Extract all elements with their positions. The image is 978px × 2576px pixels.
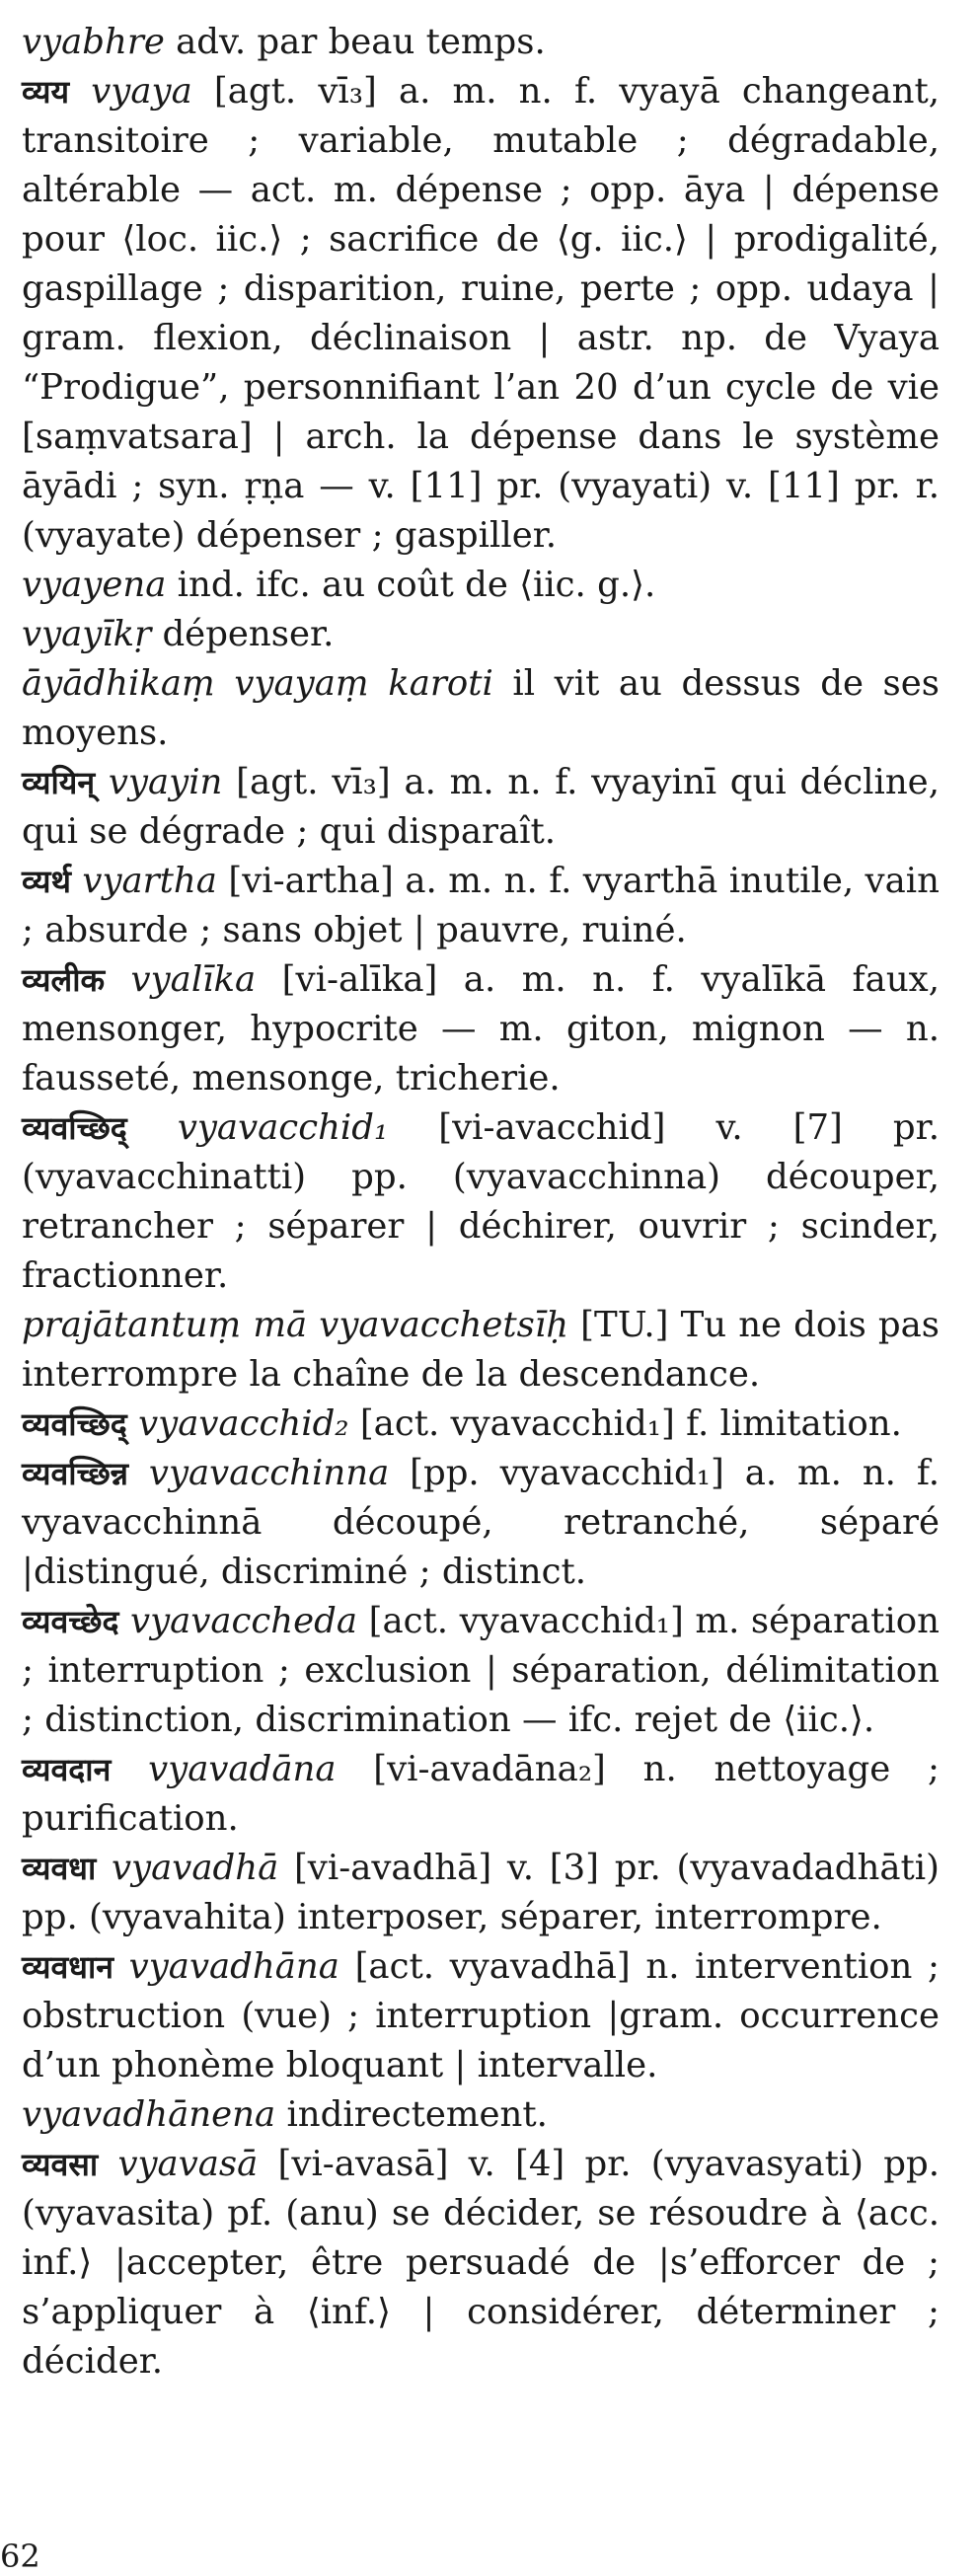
headword-latin: āyādhikaṃ vyayaṃ karoti [22,663,493,704]
headword-latin: vyayin [108,762,223,802]
headword-latin: vyartha [82,861,217,901]
definition: [vi-avacchid] v. [7] pr. (vyavacchinatti) pp. (vyavacchinna) découper, retrancher ; séparer | déchirer, ouvrir ; scinder, fractionner. [22,1107,940,1296]
entry [22,1844,940,1942]
headword-latin: vyavacchinna [148,1453,390,1493]
headword-devanagari: व्यवसा [22,2146,99,2183]
headword-latin: vyavacchid₁ [177,1107,389,1148]
headword-devanagari: व्यवच्छिद् [22,1405,127,1443]
headword-latin: vyayīkṛ [22,614,152,654]
headword-devanagari: व्यलीक [22,961,106,999]
headword-devanagari: व्यवधा [22,1850,97,1887]
headword-latin: vyavasā [117,2144,259,2184]
headword-devanagari: व्यवच्छिद् [22,1109,127,1147]
definition: [act. vyavadhā] n. intervention ; obstruction (vue) ; interruption |gram. occurrence d’un phonème bloquant | intervalle. [22,1946,940,2085]
headword-latin: vyavadāna [148,1749,337,1789]
headword-devanagari: व्यवच्छेद [22,1603,119,1640]
headword-latin: vyavadhā [111,1848,279,1888]
headword-latin: vyavadhāna [128,1946,339,1987]
definition: indirectement. [275,2094,548,2135]
definition: [vi-avasā] v. [4] pr. (vyavasyati) pp. (vyavasita) pf. (anu) se décider, se résoudre à ⟨acc. inf.⟩ |accepter, être persuadé de |s’efforcer de ; s’appliquer à ⟨inf.⟩ | considérer, déterminer ; décider. [22,2144,940,2382]
definition: ind. ifc. au coût de ⟨iic. g.⟩. [166,565,656,605]
entry [22,2090,940,2140]
headword-latin: vyayena [22,565,167,605]
headword-devanagari: व्यवधान [22,1948,114,1986]
definition: [vi-artha] a. m. n. f. vyarthā inutile, vain ; absurde ; sans objet | pauvre, ruiné. [22,861,940,950]
definition: [act. vyavacchid₁] m. séparation ; interruption ; exclusion | séparation, délimitation ; distinction, discrimination — ifc. rejet de ⟨iic.⟩. [22,1601,940,1740]
headword-devanagari: व्ययिन् [22,764,96,801]
entry [22,1103,940,1301]
entry [22,659,940,758]
definition: [pp. vyavacchid₁] a. m. n. f. vyavacchinnā découpé, retranché, séparé |distingué, discriminé ; distinct. [22,1453,940,1592]
definition: [TU.] Tu ne dois pas interrompre la chaîne de la descendance. [22,1305,940,1395]
entry [22,857,940,955]
entry [22,758,940,857]
definition: [act. vyavacchid₁] f. limitation. [348,1403,902,1444]
definition: [agt. vī₃] a. m. n. f. vyayinī qui décline, qui se dégrade ; qui disparaît. [22,762,940,852]
entry [22,561,940,610]
headword-latin: vyavacchid₂ [138,1403,349,1444]
headword-devanagari: व्यय [22,73,70,111]
page-number: 62 [0,2538,40,2575]
headword-devanagari: व्यवच्छिन्न [22,1455,129,1492]
headword-latin: vyabhre [22,22,165,62]
entry [22,610,940,659]
headword-latin: vyaya [91,71,192,112]
headword-latin: vyavaccheda [130,1601,358,1641]
headword-devanagari: व्यवदान [22,1751,112,1788]
entry [22,1942,940,2090]
definition: dépenser. [151,614,335,654]
headword-latin: vyalīka [130,959,257,1000]
entry [22,1597,940,1745]
entry [22,1400,940,1449]
headword-latin: vyavadhānena [22,2094,276,2135]
headword-devanagari: व्यर्थ [22,863,71,900]
definition: il vit au dessus de ses moyens. [22,663,940,753]
dictionary-page [22,18,940,2387]
entry [22,955,940,1103]
definition: adv. par beau temps. [164,22,546,62]
entry [22,67,940,561]
entry [22,18,940,67]
entry [22,2140,940,2387]
entry [22,1745,940,1844]
definition: [agt. vī₃] a. m. n. f. vyayā changeant, transitoire ; variable, mutable ; dégradable, altérable — act. m. dépense ; opp. āya | dépense pour ⟨loc. iic.⟩ ; sacrifice de ⟨g. iic.⟩ | prodigalité, gaspillage ; disparition, ruine, perte ; opp. udaya | gram. flexion, déclinaison | astr. np. de Vyaya “Prodigue”, personnifiant l’an 20 d’un cycle de vie [saṃvatsara] | arch. la dépense dans le système āyādi ; syn. ṛṇa — v. [11] pr. (vyayati) v. [11] pr. r. (vyayate) dépenser ; gaspiller. [22,71,940,556]
definition: [vi-avadāna₂] n. nettoyage ; purification. [22,1749,940,1839]
definition: [vi-avadhā] v. [3] pr. (vyavadadhāti) pp. (vyavahita) interposer, séparer, interrompre. [22,1848,940,1937]
entry [22,1449,940,1597]
entry [22,1301,940,1400]
definition: [vi-alīka] a. m. n. f. vyalīkā faux, mensonger, hypocrite — m. giton, mignon — n. fausseté, mensonge, tricherie. [22,959,940,1099]
headword-latin: prajātantuṃ mā vyavacchetsīḥ [22,1305,569,1345]
